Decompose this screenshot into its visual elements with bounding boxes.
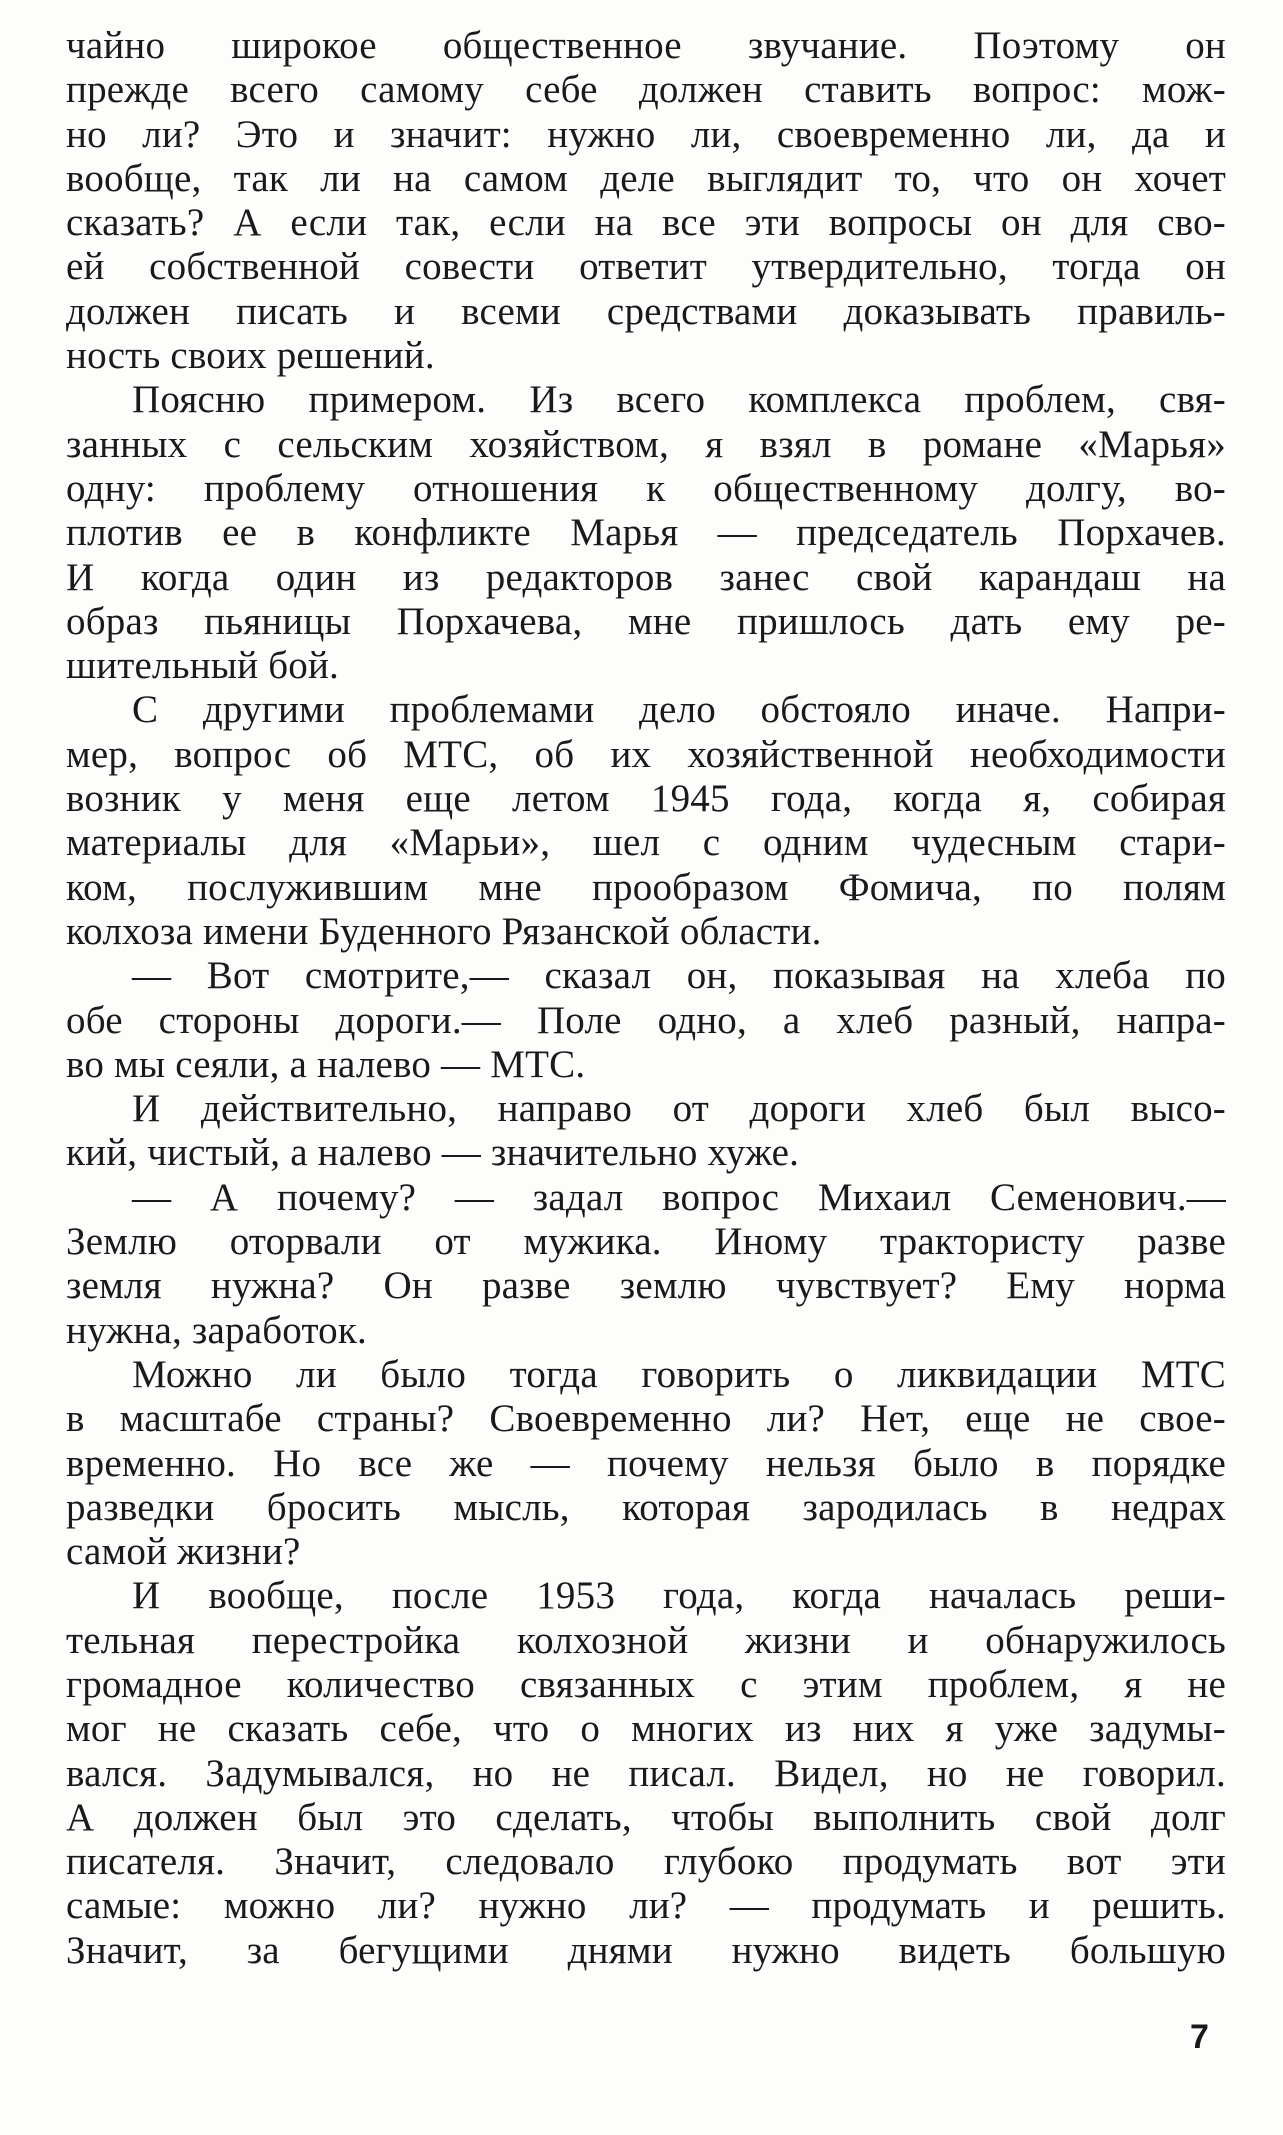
text-line: мог не сказать себе, что о многих из них я уже задумы- — [66, 1707, 1226, 1751]
text-line: вался. Задумывался, но не писал. Видел, но не говорил. — [66, 1751, 1226, 1795]
text-line: самой жизни? — [66, 1530, 301, 1574]
paragraph — [66, 378, 1226, 688]
text-line: шительный бой. — [66, 644, 339, 688]
text-line: занных с сельским хозяйством, я взял в романе «Марья» — [66, 422, 1226, 466]
text-line: колхоза имени Буденного Рязанской области. — [66, 909, 822, 953]
page-number: 7 — [1190, 2018, 1209, 2056]
text-line: материалы для «Марьи», шел с одним чудесным стари- — [66, 821, 1226, 865]
text-line: кий, чистый, а налево — значительно хуже. — [66, 1131, 800, 1175]
paragraph — [66, 1574, 1226, 1973]
text-line: — А почему? — задал вопрос Михаил Семенович.— — [132, 1175, 1226, 1219]
text-line: нужна, заработок. — [66, 1308, 367, 1352]
text-line: плотив ее в конфликте Марья — председатель Порхачев. — [66, 511, 1226, 555]
text-line: одну: проблему отношения к общественному долгу, во- — [66, 466, 1226, 510]
text-line: ком, послужившим мне прообразом Фомича, по полям — [66, 865, 1226, 909]
text-line: И когда один из редакторов занес свой карандаш на — [66, 555, 1226, 599]
text-line: Можно ли было тогда говорить о ликвидации МТС — [132, 1352, 1226, 1396]
text-line: А должен был это сделать, чтобы выполнить свой долг — [66, 1795, 1226, 1839]
text-line: И действительно, направо от дороги хлеб был высо- — [132, 1087, 1226, 1131]
text-line: — Вот смотрите,— сказал он, показывая на хлеба по — [132, 954, 1226, 998]
text-line: Землю оторвали от мужика. Иному трактористу разве — [66, 1220, 1226, 1264]
text-line: мер, вопрос об МТС, об их хозяйственной необходимости — [66, 732, 1226, 776]
text-line: Поясню примером. Из всего комплекса проблем, свя- — [132, 378, 1226, 422]
text-line: должен писать и всеми средствами доказывать правиль- — [66, 289, 1226, 333]
text-line: ей собственной совести ответит утвердительно, тогда он — [66, 245, 1226, 289]
paragraph — [66, 1087, 1226, 1176]
paragraph — [66, 1176, 1226, 1353]
paragraph — [66, 954, 1226, 1087]
text-line: И вообще, после 1953 года, когда началась реши- — [132, 1574, 1226, 1618]
text-line: в масштабе страны? Своевременно ли? Нет, еще не свое- — [66, 1397, 1226, 1441]
text-line: земля нужна? Он разве землю чувствует? Ему норма — [66, 1264, 1226, 1308]
paragraph — [66, 24, 1226, 378]
text-line: сказать? А если так, если на все эти вопросы он для сво- — [66, 201, 1226, 245]
text-line: ность своих решений. — [66, 334, 435, 378]
paragraph — [66, 1353, 1226, 1574]
text-line: но ли? Это и значит: нужно ли, своевременно ли, да и — [66, 112, 1226, 156]
text-line: С другими проблемами дело обстояло иначе. Напри- — [132, 688, 1226, 732]
text-line: прежде всего самому себе должен ставить вопрос: мож- — [66, 68, 1226, 112]
text-line: образ пьяницы Порхачева, мне пришлось дать ему ре- — [66, 599, 1226, 643]
text-line: вообще, так ли на самом деле выглядит то, что он хочет — [66, 156, 1226, 200]
text-line: временно. Но все же — почему нельзя было в порядке — [66, 1441, 1226, 1485]
text-line: громадное количество связанных с этим проблем, я не — [66, 1662, 1226, 1706]
text-line: возник у меня еще летом 1945 года, когда я, собирая — [66, 777, 1226, 821]
text-line: писателя. Значит, следовало глубоко продумать вот эти — [66, 1840, 1226, 1884]
text-line: во мы сеяли, а налево — МТС. — [66, 1042, 586, 1086]
text-line: чайно широкое общественное звучание. Поэтому он — [66, 24, 1226, 67]
text-line: Значит, за бегущими днями нужно видеть большую — [66, 1928, 1226, 1972]
body-text — [66, 24, 1226, 1973]
paragraph — [66, 688, 1226, 954]
text-line: обе стороны дороги.— Поле одно, а хлеб разный, напра- — [66, 998, 1226, 1042]
text-line: тельная перестройка колхозной жизни и обнаружилось — [66, 1618, 1226, 1662]
text-line: разведки бросить мысль, которая зародилась в недрах — [66, 1485, 1226, 1529]
text-line: самые: можно ли? нужно ли? — продумать и решить. — [66, 1884, 1226, 1928]
